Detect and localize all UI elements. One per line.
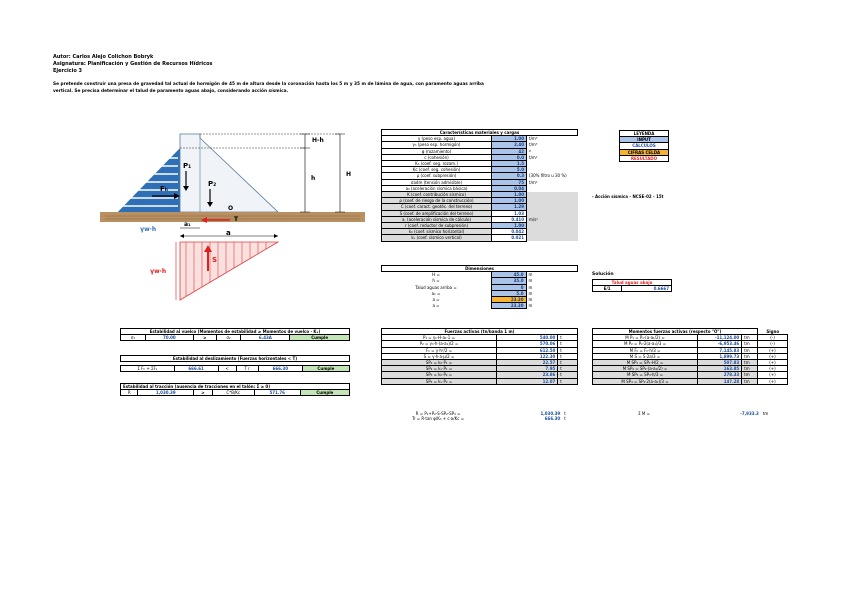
materials-label: Kₕ (coef. seg. rozam.) [382,161,492,167]
moments-value: 163.85 [698,366,742,372]
label-s: S [212,256,218,264]
label-h-small: h [311,175,316,182]
solution-label: Talud aguas abajo [593,280,672,286]
author-line: Autor: Carlos Alejo Colichon Bobryk [53,54,154,60]
dimensions-label: a = [432,303,440,309]
dimensions-label: Talud aguas arriba = [415,284,457,290]
label-p2: P₂ [208,180,217,188]
materials-value: 5.0 [492,167,527,173]
sliding-c3: < [218,366,236,372]
materials-label: C (coef. caract. geotéc. del terreno) [382,204,492,210]
moments-sign: (-) [758,335,788,341]
dimensions-unit: m [528,303,533,309]
overturning-status: Cumple [290,335,350,341]
label-h-big: H [346,171,352,178]
materials-label: a₀ (aceleración sísmica básica) [382,185,492,191]
forces-label: SP₂ = kᵥ·P₁ = [382,366,497,372]
moments-sign: (+) [758,366,788,372]
forces-value: 23.86 [497,372,558,378]
overturning-c2: 70.00 [145,335,193,341]
moments-sign: (-) [758,341,788,347]
materials-label: c (cohesión) [382,154,492,160]
materials-label: Kc (coef. seg. cohesión) [382,167,492,173]
tension-table [120,383,350,396]
moments-title: Momentos fuerzas activas (respecto "O") [593,329,758,335]
sliding-title: Estabilidad al deslizamiento (Fuerzas horizontales < T) [121,356,350,362]
materials-row [382,235,578,241]
uplift-diagram [180,242,278,300]
sliding-status: Cumple [302,366,349,372]
forces-unit: t [558,347,578,353]
materials-label: kᵥ (coef. sísmico vertical) [382,235,492,241]
statement-line-1: Se pretende construir una presa de gravedad tal actual de hormigón de 45 m de altura desde la coronación hasta los 5 m y 35 m de lámina de agua, con paramento aguas arriba [53,82,484,87]
dimensions-unit: m [528,290,533,296]
materials-label: μ (coef. subpresión) [382,173,492,179]
moments-row [593,378,788,384]
materials-value: 1.03 [492,210,527,216]
sliding-c1: Σ Fₕ + ΣFₛ [121,366,175,372]
label-fh: Fₕ [160,185,168,193]
forces-t-label: Tr = R·tan φ/Kₕ + c·a/Kc = [411,416,465,422]
dimensions-label: a = [432,297,440,303]
moments-value: 7,145.83 [698,347,742,353]
overturning-c1: σ₁ [121,335,146,341]
forces-label: P₂ = γₕ·h·(a-a₁)/2 = [382,341,497,347]
moments-sign: (+) [758,378,788,384]
moments-sum-label: Σ M = [638,411,650,416]
forces-unit: t [558,335,578,341]
moments-label: M SP₄ = SP₄·2(a-a₁)/3 = [593,378,698,384]
materials-table [381,129,578,242]
dimensions-unit: m [528,284,533,290]
dimensions-title: Dimensiones [382,266,578,272]
moments-value: 278.33 [698,372,742,378]
materials-label: r (coef. reductor de subpresión) [382,223,492,229]
moments-value: 1,899.73 [698,353,742,359]
forces-sum-value: 1,030.39 [540,411,561,416]
materials-label: γₕ (peso esp. hormigón) [382,142,492,148]
materials-value: 0.021 [492,235,527,241]
materials-value: 2.40 [492,142,527,148]
forces-value: 570.06 [497,341,558,347]
legend-title: LEYENDA [620,131,669,137]
forces-unit: t [558,341,578,347]
materials-value: 75 [492,179,527,185]
materials-value: 0.410 [492,216,527,222]
moments-label: M S = S·2a/3 = [593,353,698,359]
materials-value: 0.3 [492,173,527,179]
moments-sign: (+) [758,372,788,378]
forces-value: 540.00 [497,335,558,341]
overturning-c3: ≥ [193,335,216,341]
dimensions-label: H = [432,272,440,278]
materials-unit: t/m³ [529,142,538,148]
legend-table [619,130,669,162]
forces-unit: t [558,360,578,366]
moments-value: 507.83 [698,360,742,366]
moments-unit: tm [742,353,758,359]
materials-label: γ (peso esp. agua) [382,136,492,142]
solution-value: 0.6667 [622,286,672,292]
moments-value: 147.28 [698,378,742,384]
materials-label: kₕ (coef. sísmico horizontal) [382,229,492,235]
materials-value: 42 [492,148,527,154]
materials-label: a꜀ (aceleración sísmica de cálculo) [382,216,492,222]
dimensions-value: 0 [491,284,526,290]
moments-label: M SP₁ = SP₁·H/2 = [593,360,698,366]
forces-value: 22.57 [497,360,558,366]
materials-value: 1.29 [492,204,527,210]
sliding-c2: 666.61 [174,366,218,372]
moments-unit: tm [742,378,758,384]
forces-value: 7.95 [497,366,558,372]
label-o: O [228,205,234,212]
tension-title: Estabilidad al tracción (ausencia de tracciones en el talón: Σ ≥ 0) [121,384,350,390]
sliding-table [120,355,350,372]
dimensions-table [381,265,578,309]
materials-label: ρ (coef. de riesgo de la construcción) [382,198,492,204]
exercise-line: Ejercicio 3 [53,68,82,74]
tension-c1: R [121,390,138,396]
moments-sign: (+) [758,360,788,366]
forces-t-value: 666.30 [544,416,561,422]
overturning-c4: σ₂ [216,335,241,341]
tension-c2: 1,030.39 [138,390,194,396]
moments-label: M SP₃ = SP₃·h/3 = [593,372,698,378]
dimensions-unit: m [528,278,533,284]
subject-line: Asignatura: Planificación y Gestión de Recursos Hídricos [53,61,213,67]
materials-value: 1.00 [492,223,527,229]
label-t: T [234,216,239,223]
forces-sum-label: R = P₁+P₂-S-SP₂-SP₄ = [415,411,461,416]
tension-c5: 571.76 [254,390,300,396]
moments-label: M Fₕ = Fₕ·h/3 = [593,347,698,353]
sliding-c5: 666.30 [258,366,302,372]
moments-unit: tm [742,366,758,372]
materials-value: 1.5 [492,161,527,167]
dimensions-value: 23.30 [491,303,526,309]
forces-unit: t [558,366,578,372]
statement-line-2: vertical. Se precisa determinar el talud de paramento aguas abajo, considerando acción sísmica. [53,89,289,94]
forces-label: SP₄ = kᵥ·P₂ = [382,378,497,384]
overturning-title: Estabilidad al vuelco (Momentos de estabilidad ≥ Momentos de vuelco · Kᵥ) [121,329,350,335]
moments-label: M P₂ = P₂·2(a-a₁)/3 = [593,341,698,347]
materials-value: 1.00 [492,192,527,198]
moments-label: M SP₂ = SP₂·(a-a₁/2) = [593,366,698,372]
legend-input: INPUT [620,137,669,143]
label-p1: P₁ [183,162,192,170]
forces-table [381,328,578,385]
dam-diagram [100,128,365,303]
forces-unit: t [558,378,578,384]
dimensions-row [382,303,578,309]
legend-cell: CIFRAS CELDA [620,149,669,155]
materials-label: σadm (tensión admisible) [382,179,492,185]
moments-label: M P₁ = P₁·(a-a₁/2) = [593,335,698,341]
overturning-c5: 6.43A [241,335,290,341]
materials-unit: t/m³ [529,136,538,142]
materials-label: φ (rozamiento) [382,148,492,154]
materials-label: S (coef. de amplificación del terreno) [382,210,492,216]
moments-sum-value: -7,933.3 [740,411,759,416]
forces-value: 12.07 [497,378,558,384]
materials-unit: (30% filtro u 30 %) [529,173,567,179]
label-h-minus-h: H-h [312,137,324,144]
materials-unit: º [529,148,531,154]
moments-table [592,328,788,385]
dimensions-unit: m [528,297,533,303]
materials-unit: t/m² [529,179,538,185]
forces-row [382,378,578,384]
tension-c3: ≥ [194,390,213,396]
tension-c4: C*B/Kc [212,390,254,396]
label-gwh-water: γw·h [140,226,157,233]
forces-value: 612.50 [497,347,558,353]
dimensions-value: 35.0 [491,278,526,284]
moments-unit: tm [742,360,758,366]
materials-label: K (coef. contribución sísmico) [382,192,492,198]
label-gwh-uplift: γw·h [150,268,167,275]
materials-unit [527,235,578,241]
forces-title: Fuerzas activas (tn/banda 1 m) [382,329,578,335]
legend-result: RESULTADO [620,155,669,161]
label-a1: a₁ [184,221,191,228]
materials-value: 1.00 [492,198,527,204]
dimensions-label: a₁ = [431,290,441,296]
materials-title: Características materiales y cargas [382,130,578,136]
moments-unit: tm [742,341,758,347]
materials-value: 0.042 [492,229,527,235]
seismic-note: - Acción sísmica - NCSE-02 - 15t [592,194,664,199]
solution-ratio: E/1 [593,286,622,292]
forces-label: P₁ = γₕ·H·a₁·1 = [382,335,497,341]
label-a: a [226,229,231,237]
moments-sum-unit: tm [762,411,769,416]
overturning-table [120,328,350,341]
materials-unit: t/m² [529,154,538,160]
dimensions-value: 23.30 [491,297,526,303]
forces-summary: R = P₁+P₂-S-SP₂-SP₄ = 1,030.39 t Tr = R·tan φ/Kₕ + c·a/Kc = 666.30 t [381,411,578,421]
moments-sign-title: Signo [766,328,780,334]
forces-label: Fₕ = γ·h²/2 = [382,347,497,353]
moments-summary [592,411,788,416]
dimensions-unit: m [528,272,533,278]
materials-unit: m/s² [527,216,578,222]
materials-value: 1.00 [492,136,527,142]
forces-value: 122.30 [497,353,558,359]
forces-label: S = γ·h·a·μ/2 = [382,353,497,359]
forces-label: SP₁ = kₕ·P₁ = [382,360,497,366]
dimensions-value: 5.0 [491,290,526,296]
forces-unit: t [558,372,578,378]
solution-title: Solución [592,272,614,277]
forces-unit: t [558,353,578,359]
moments-sign: (+) [758,353,788,359]
dimensions-value: 45.0 [491,272,526,278]
moments-unit: tm [742,372,758,378]
materials-value: 0.0 [492,154,527,160]
moments-value: -11,124.00 [698,335,742,341]
forces-label: SP₃ = kₕ·P₂ = [382,372,497,378]
dimensions-label: h = [432,278,440,284]
moments-sign: (+) [758,347,788,353]
ground [100,212,365,222]
legend-calc: CÁLCULOS [620,143,669,149]
dam-body [180,134,278,212]
materials-value: 0.04 [492,185,527,191]
sliding-c4: T r [236,366,258,372]
solution-table [592,279,672,292]
tension-status: Cumple [300,390,349,396]
moments-unit: tm [742,335,758,341]
moments-unit: tm [742,347,758,353]
moments-value: -6,953.46 [698,341,742,347]
